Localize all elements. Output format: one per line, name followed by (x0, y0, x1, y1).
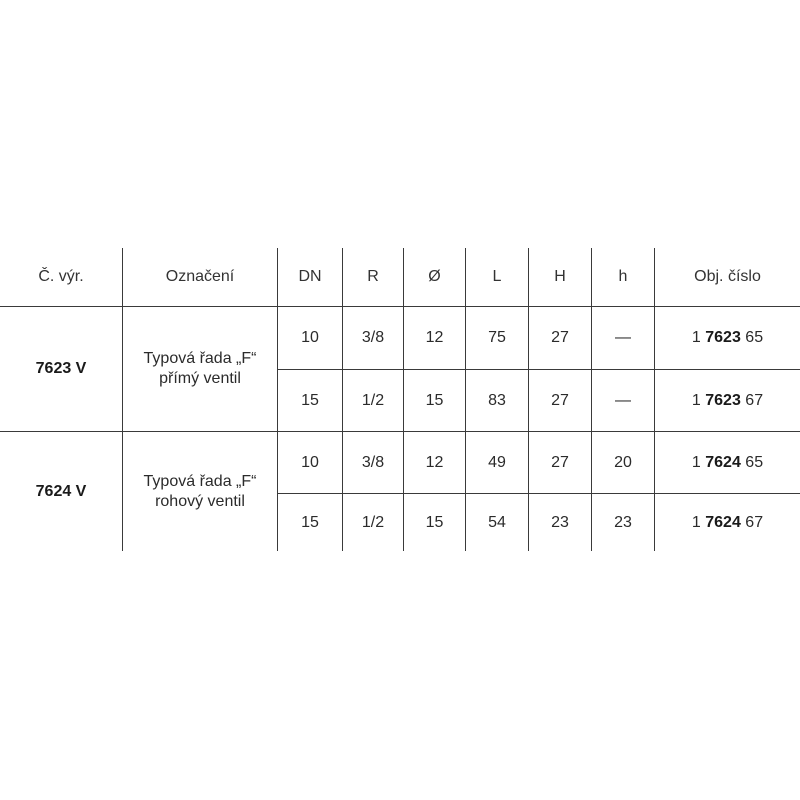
description-line-2: rohový ventil (155, 493, 245, 510)
description-line-1: Typová řada „F“ (143, 350, 257, 367)
cell-h-upper: 27 (551, 391, 569, 409)
cell-l: 75 (488, 329, 506, 346)
header-dn: DN (298, 268, 322, 285)
header-obj-cislo: Obj. číslo (694, 268, 761, 285)
product-description (123, 307, 277, 431)
description-line-1: Typová řada „F“ (143, 473, 257, 490)
cell-dn: 10 (301, 453, 319, 471)
cell-diameter: 12 (425, 453, 444, 471)
header-h-lower: h (618, 268, 628, 285)
cell-diameter: 12 (425, 329, 444, 346)
product-code: 7623 V (35, 360, 87, 377)
cell-r: 1/2 (361, 514, 385, 531)
product-description (123, 432, 277, 552)
header-h-upper: H (554, 268, 566, 285)
cell-h-lower: 20 (614, 453, 632, 471)
cell-h-lower: — (615, 329, 631, 346)
header-diameter: Ø (428, 268, 441, 285)
cell-obj-cislo: 1 7623 67 (691, 391, 764, 409)
cell-r: 3/8 (361, 453, 385, 471)
cell-l: 49 (488, 453, 506, 471)
cell-diameter: 15 (425, 391, 444, 409)
header-c-vyr: Č. výr. (38, 268, 84, 285)
header-oznaceni: Označení (165, 268, 235, 285)
cell-r: 3/8 (361, 329, 385, 346)
cell-h-upper: 27 (551, 453, 569, 471)
cell-h-lower: — (615, 391, 631, 409)
description-line-2: přímý ventil (159, 370, 241, 387)
cell-obj-cislo: 1 7623 65 (691, 329, 764, 346)
cell-l: 83 (488, 391, 506, 409)
cell-diameter: 15 (425, 514, 444, 531)
header-l: L (492, 268, 502, 285)
product-code: 7624 V (35, 483, 87, 500)
cell-dn: 10 (301, 329, 319, 346)
cell-h-upper: 23 (551, 514, 569, 531)
cell-l: 54 (488, 514, 506, 531)
cell-dn: 15 (301, 514, 319, 531)
cell-obj-cislo: 1 7624 65 (691, 453, 764, 471)
cell-h-upper: 27 (551, 329, 569, 346)
cell-r: 1/2 (361, 391, 385, 409)
cell-dn: 15 (301, 391, 319, 409)
header-r: R (367, 268, 379, 285)
cell-h-lower: 23 (614, 514, 632, 531)
cell-obj-cislo: 1 7624 67 (691, 514, 764, 531)
